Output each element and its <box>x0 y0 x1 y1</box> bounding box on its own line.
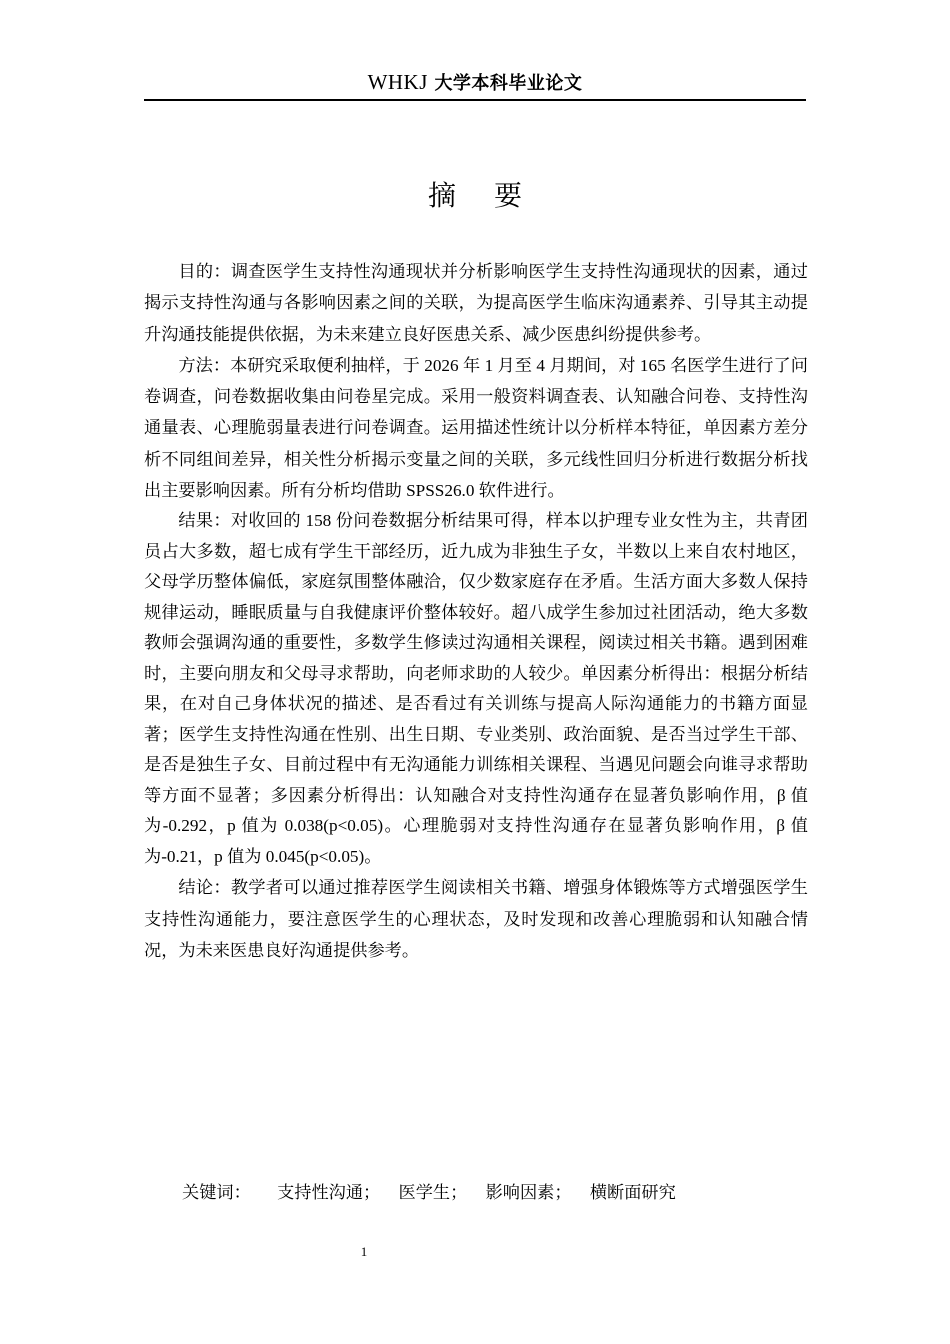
objective-paragraph: 目的：调查医学生支持性沟通现状并分析影响医学生支持性沟通现状的因素，通过揭示支持性沟通与各影响因素之间的关联，为提高医学生临床沟通素养、引导其主动提升沟通技能提供依据，为未来建立良好医患关系、减少医患纠纷提供参考。 <box>144 262 808 344</box>
results-paragraph: 结果：对收回的 158 份问卷数据分析结果可得，样本以护理专业女性为主，共青团员占大多数，超七成有学生干部经历，近九成为非独生子女，半数以上来自农村地区，父母学历整体偏低，家庭氛围整体融洽，仅少数家庭存在矛盾。生活方面大多数人保持规律运动，睡眠质量与自我健康评价整体较好。超八成学生参加过社团活动，绝大多数教师会强调沟通的重要性，多数学生修读过沟通相关课程，阅读过相关书籍。遇到困难时，主要向朋友和父母寻求帮助，向老师求助的人较少。单因素分析得出：根据分析结果，在对自己身体状况的描述、是否看过有关训练与提高人际沟通能力的书籍方面显著；医学生支持性沟通在性别、出生日期、专业类别、政治面貌、是否当过学生干部、是否是独生子女、目前过程中有无沟通能力训练相关课程、当遇见问题会向谁寻求帮助等方面不显著；多因素分析得出：认知融合对支持性沟通存在显著负影响作用，β 值为-0.292，p 值为 0.038(p<0.05)。心理脆弱对支持性沟通存在显著负影响作用，β 值为-0.21，p 值为 0.045(p<0.05)。 <box>144 511 808 866</box>
header-thesis-type: 大学本科毕业论文 <box>434 73 583 94</box>
keywords-label: 关键词： <box>182 1183 251 1202</box>
header-university-code: WHKJ <box>367 70 428 94</box>
keyword-item: 支持性沟通； <box>277 1183 381 1202</box>
page-number: 1 <box>360 1244 368 1259</box>
keyword-item: 影响因素； <box>485 1183 572 1202</box>
keywords-line <box>182 1178 690 1208</box>
conclusion-paragraph: 结论：教学者可以通过推荐医学生阅读相关书籍、增强身体锻炼等方式增强医学生支持性沟通能力，要注意医学生的心理状态，及时发现和改善心理脆弱和认知融合情况，为未来医患良好沟通提供参考。 <box>144 878 808 960</box>
header-rule <box>144 99 806 101</box>
methods-paragraph: 方法：本研究采取便利抽样，于 2026 年 1 月至 4 月期间，对 165 名医学生进行了问卷调查，问卷数据收集由问卷星完成。采用一般资料调查表、认知融合问卷、支持性沟通量表、心理脆弱量表进行问卷调查。运用描述性统计以分析样本特征，单因素方差分析不同组间差异，相关性分析揭示变量之间的关联，多元线性回归分析进行数据分析找出主要影响因素。所有分析均借助 SPSS26.0 软件进行。 <box>144 355 808 501</box>
keyword-item: 医学生； <box>398 1183 468 1202</box>
page-title: 摘要 <box>427 179 560 212</box>
abstract-body <box>144 256 808 966</box>
keyword-item: 横断面研究 <box>589 1183 676 1202</box>
running-header <box>144 64 806 100</box>
